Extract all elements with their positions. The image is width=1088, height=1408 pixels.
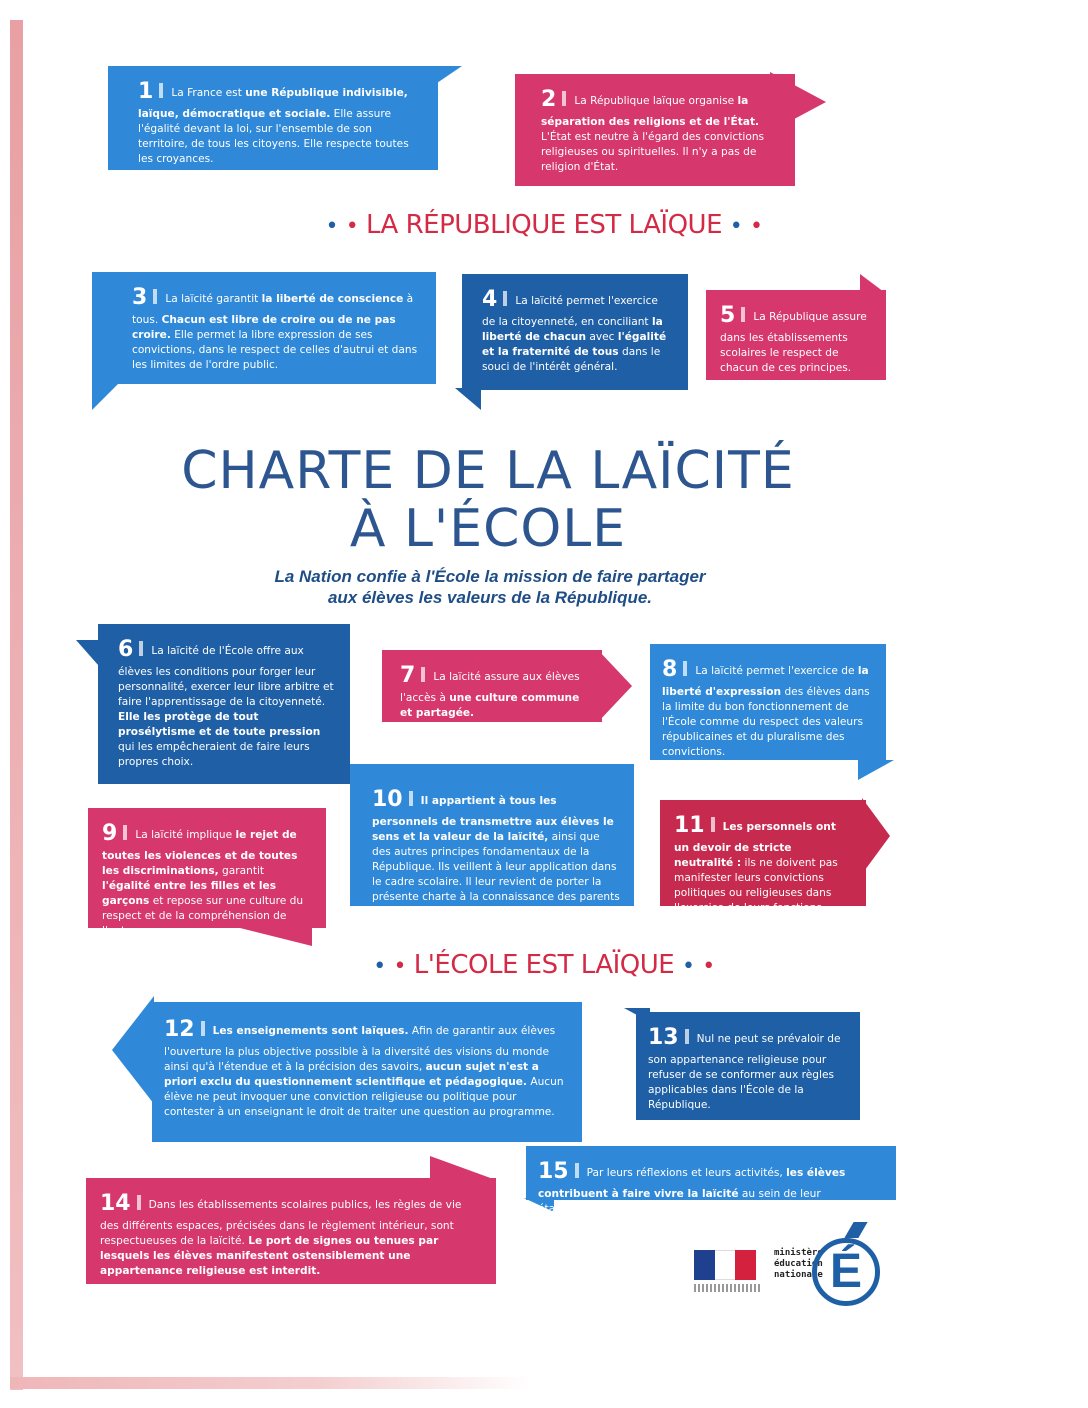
article-number: 4 [482, 287, 498, 312]
article-4 [462, 274, 688, 390]
article-text: aucun sujet n'est a priori exclu du questionnement scientifique et pédagogique. [164, 1061, 539, 1089]
article-text: La laïcité garantit [165, 293, 262, 305]
republique-francaise-caption-mark [694, 1284, 760, 1292]
article-text: Nul ne peut se prévaloir de son appartenance religieuse pour refuser de se conformer aux règles applicables dans l'École de la République. [648, 1033, 841, 1112]
ribbon-fold [112, 996, 154, 1104]
article-text: ils ne doivent pas manifester leurs convictions politiques ou religieuses dans l'exercice de leurs fonctions. [674, 857, 838, 915]
article-separator [562, 91, 566, 106]
article-1 [108, 66, 438, 170]
article-text: Le port de signes ou tenues par lesquels les élèves manifestent ostensiblement une appartenance religieuse est interdit. [100, 1235, 439, 1278]
article-separator [685, 1029, 689, 1044]
article-text: Dans les établissements scolaires publics, les règles de vie des différents espaces, précisées dans le règlement intérieur, sont respectueuses de la laïcité. [100, 1199, 462, 1248]
article-15 [526, 1146, 896, 1216]
article-14 [86, 1178, 496, 1284]
article-text: L'État est neutre à l'égard des convictions religieuses ou spirituelles. Il n'y a pas de religion d'État. [541, 131, 765, 174]
article-text: la liberté d'expression [662, 665, 869, 699]
article-text: des élèves dans la limite du bon fonctionnement de l'École comme du respect des valeurs républicaines et du pluralisme des convictions. [662, 686, 870, 759]
article-text: Elle les protège de tout prosélytisme et de toute pression [118, 711, 321, 739]
article-text: l'égalité et la fraternité de tous [482, 331, 667, 359]
ribbon-fold [862, 798, 890, 874]
bottom-decorative-bar [10, 1377, 530, 1389]
article-text: garantit [218, 865, 265, 878]
article-text: La laïcité permet l'exercice de [695, 665, 858, 677]
article-text: La laïcité de l'École offre aux élèves les conditions pour forger leur personnalité, exercer leur libre arbitre et faire l'apprentissage de la citoyenneté. [118, 645, 334, 709]
article-number: 3 [132, 285, 148, 310]
article-separator [711, 817, 715, 832]
article-6 [98, 624, 350, 784]
article-text: Les enseignements sont laïques. [212, 1025, 409, 1037]
article-10 [350, 764, 634, 919]
charter-subtitle-line2: aux élèves les valeurs de la République. [327, 588, 653, 607]
article-number: 11 [674, 813, 705, 838]
charter-title-line2: À L'ÉCOLE [349, 499, 627, 559]
article-number: 10 [372, 787, 403, 812]
article-9 [88, 808, 326, 938]
ribbon-fold [430, 1156, 496, 1180]
ministry-wordmark: ministère éducation nationale [774, 1248, 823, 1280]
education-nationale-e-logo: É [812, 1238, 880, 1306]
article-text: avec [585, 331, 618, 344]
article-5 [706, 290, 886, 380]
article-number: 7 [400, 663, 416, 688]
charter-subtitle [200, 566, 780, 608]
ribbon-fold [232, 926, 312, 946]
article-text: Par leurs réflexions et leurs activités, [586, 1167, 787, 1179]
charter-subtitle-line1: La Nation confie à l'École la mission de faire partager [274, 567, 706, 586]
article-separator [159, 83, 163, 98]
article-text: le rejet de toutes les violences et de toutes les discriminations, [102, 829, 298, 878]
article-text: La laïcité permet l'exercice de la citoyenneté, en conciliant [482, 295, 658, 329]
article-13 [636, 1012, 860, 1120]
article-separator [683, 661, 687, 676]
section-heading-ecole-text: L'ÉCOLE EST LAÏQUE [413, 950, 675, 980]
government-logos [694, 1220, 894, 1310]
article-text: Les personnels ont un devoir de stricte neutralité : [674, 821, 836, 870]
article-separator [409, 791, 413, 806]
article-text: et repose sur une culture du respect et de la compréhension de l'autre. [102, 895, 304, 938]
section-heading-republique: • • LA RÉPUBLIQUE EST LAÏQUE • • [325, 210, 763, 240]
article-text: une culture commune et partagée. [400, 692, 580, 720]
article-text: qui les empêcheraient de faire leurs propres choix. [118, 741, 310, 769]
article-text: Afin de garantir aux élèves l'ouverture la plus objective possible à la diversité des visions du monde ainsi qu'à l'étendue et à la précision des savoirs, [164, 1025, 556, 1074]
article-text: les élèves contribuent à faire vivre la laïcité [538, 1167, 846, 1201]
article-text: Chacun est libre de croire ou de ne pas croire. [132, 314, 396, 342]
section-heading-republique-text: LA RÉPUBLIQUE EST LAÏQUE [365, 210, 723, 240]
article-12 [152, 1002, 582, 1142]
article-number: 2 [541, 87, 557, 112]
article-separator [421, 667, 425, 682]
ribbon-fold [858, 760, 894, 780]
article-11 [660, 800, 866, 915]
article-number: 9 [102, 821, 118, 846]
charter-title-line1: CHARTE DE LA LAÏCITÉ [181, 441, 795, 501]
article-7 [382, 650, 602, 722]
article-text: la liberté de conscience [261, 293, 404, 305]
article-number: 6 [118, 637, 134, 662]
article-number: 14 [100, 1191, 131, 1216]
article-text: la liberté de chacun [482, 316, 663, 344]
article-text: la séparation des religions et de l'État. [541, 95, 760, 129]
article-separator [123, 825, 127, 840]
article-text: La République laïque organise [574, 95, 738, 107]
article-3 [92, 272, 436, 384]
article-text: l'égalité entre les filles et les garçons [102, 880, 277, 908]
article-separator [153, 289, 157, 304]
ribbon-fold [598, 650, 632, 722]
section-heading-ecole: • • L'ÉCOLE EST LAÏQUE • • [373, 950, 715, 980]
article-separator [503, 291, 507, 306]
article-2 [515, 74, 795, 186]
article-number: 1 [138, 79, 154, 104]
article-text: La laïcité assure aux élèves l'accès à [400, 671, 580, 705]
e-logo-accent [844, 1222, 867, 1238]
article-8 [650, 644, 886, 760]
article-separator [575, 1163, 579, 1178]
article-text: Il appartient à tous les personnels de transmettre aux élèves le sens et la valeur de la laïcité, [372, 795, 614, 844]
article-separator [201, 1021, 205, 1036]
article-number: 8 [662, 657, 678, 682]
ribbon-fold [455, 388, 481, 410]
article-number: 13 [648, 1025, 679, 1050]
article-text: La laïcité implique [135, 829, 236, 841]
article-text: Elle permet la libre expression de ses convictions, dans le respect de celles d'autrui et dans les limites de l'ordre public. [132, 329, 418, 372]
article-text: ainsi que des autres principes fondamentaux de la République. Ils veillent à leur application dans le cadre scolaire. Il leur revient de porter la présente charte à la connaissance des parents d'élèves. [372, 831, 620, 919]
article-text: à tous. [132, 293, 414, 327]
republique-francaise-flag-logo [694, 1250, 756, 1280]
article-text: dans le souci de l'intérêt général. [482, 346, 661, 374]
charter-title [0, 442, 988, 558]
article-text: La République assure dans les établissements scolaires le respect de chacun de ces principes. [720, 311, 867, 375]
article-number: 12 [164, 1017, 195, 1042]
article-text: au sein de leur établissement. [538, 1188, 821, 1216]
article-separator [137, 1195, 141, 1210]
ribbon-fold [92, 384, 118, 410]
article-text: une République indivisible, laïque, démocratique et sociale. [138, 87, 408, 121]
article-number: 15 [538, 1159, 569, 1184]
article-separator [139, 641, 143, 656]
article-separator [741, 307, 745, 322]
article-number: 5 [720, 303, 736, 328]
article-text: Aucun élève ne peut invoquer une conviction religieuse ou politique pour contester à un enseignant le droit de traiter une question au programme. [164, 1076, 564, 1119]
article-text: Elle assure l'égalité devant la loi, sur l'ensemble de son territoire, de tous les citoyens. Elle respecte toutes les croyances. [138, 108, 409, 166]
article-text: La France est [171, 87, 246, 99]
